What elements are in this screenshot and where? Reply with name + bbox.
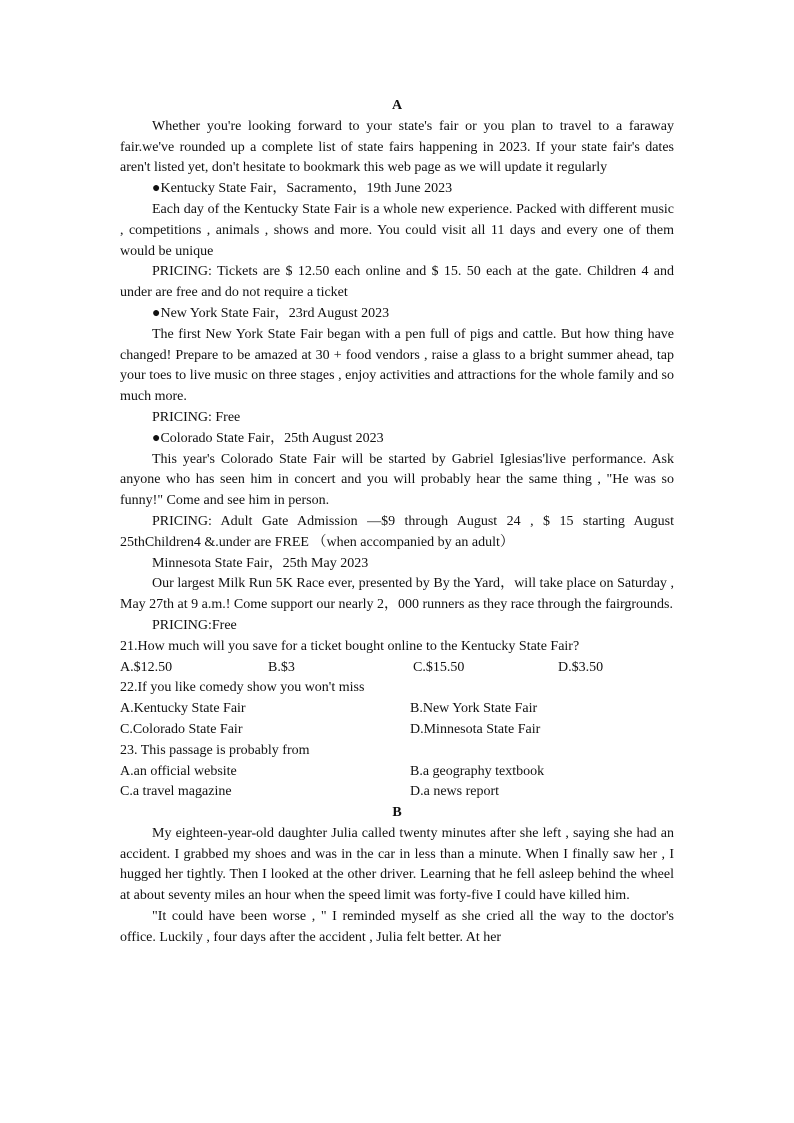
question-21-options	[120, 658, 674, 679]
question-21-option-a: A.$12.50	[120, 659, 173, 675]
question-23-stem: 23. This passage is probably from	[120, 742, 310, 758]
fair-pricing-new-york: PRICING: Free	[152, 409, 241, 425]
document-page	[120, 96, 674, 949]
question-21-stem: 21.How much will you save for a ticket bought online to the Kentucky State Fair?	[120, 638, 580, 654]
question-23-option-a: A.an official website	[120, 763, 237, 779]
intro-paragraph: Whether you're looking forward to your state's fair or you plan to travel to a faraway fair.we've rounded up a complete list of state fairs happening in 2023. If your state fair's dates aren't listed yet, don't hesitate to bookmark this web page as we will update it regularly	[120, 118, 674, 176]
story-paragraph-2: "It could have been worse , " I reminded myself as she cried all the way to the doctor's office. Luckily , four days after the accident , Julia felt better. At her	[120, 909, 674, 945]
question-22-option-b: B.New York State Fair	[410, 701, 538, 717]
fair-pricing-colorado: PRICING: Adult Gate Admission —$9 through August 24 , $ 15 starting August 25thChildren4 &.under are FREE （when accompanied by an adult）	[120, 513, 674, 550]
question-23-option-c: C.a travel magazine	[120, 784, 232, 800]
fair-description-kentucky: Each day of the Kentucky State Fair is a whole new experience. Packed with different music , competitions , animals , shows and more. You could visit all 11 days and every one of them would be unique	[120, 201, 674, 259]
fair-pricing-minnesota: PRICING:Free	[152, 617, 237, 633]
question-22-options	[120, 699, 674, 741]
question-22-option-c: C.Colorado State Fair	[120, 721, 243, 737]
question-23-option-d: D.a news report	[410, 784, 500, 800]
question-23-option-b: B.a geography textbook	[410, 763, 545, 779]
question-21-option-b: B.$3	[268, 659, 295, 675]
section-b-title: B	[392, 805, 402, 821]
question-21-option-d: D.$3.50	[558, 659, 604, 675]
story-paragraph-1: My eighteen-year-old daughter Julia called twenty minutes after she left , saying she had an accident. I grabbed my shoes and was in the car in less than a minute. When I finally saw her , I hugged her tightly. Then I looked at the other driver. Learning that he fell asleep behind the wheel at about seventy miles an hour when the speed limit was forty-five I could have killed him.	[120, 825, 674, 904]
question-22-option-d: D.Minnesota State Fair	[410, 721, 541, 737]
fair-heading-new-york: ●New York State Fair，23rd August 2023	[152, 305, 390, 321]
question-23-options	[120, 762, 674, 804]
fair-description-new-york: The first New York State Fair began with a pen full of pigs and cattle. But how thing have changed! Prepare to be amazed at 30 + food vendors , raise a glass to a bright summer ahead, tap your toes to live music on three stages , enjoy activities and attractions for the whole family and so much more.	[120, 326, 674, 405]
fair-pricing-kentucky: PRICING: Tickets are $ 12.50 each online and $ 15. 50 each at the gate. Children 4 and under are free and do not require a ticket	[120, 264, 674, 301]
section-a-title: A	[391, 98, 403, 113]
question-22-option-a: A.Kentucky State Fair	[120, 701, 246, 717]
fair-heading-colorado: ●Colorado State Fair，25th August 2023	[152, 430, 384, 446]
fair-heading-minnesota: Minnesota State Fair，25th May 2023	[152, 555, 369, 571]
fair-description-minnesota: Our largest Milk Run 5K Race ever, presented by By the Yard，will take place on Saturday , May 27th at 9 a.m.! Come support our nearly 2，000 runners as they race through the fairgrounds.	[120, 576, 674, 613]
question-21-option-c: C.$15.50	[413, 659, 465, 675]
fair-heading-kentucky: ●Kentucky State Fair，Sacramento，19th June 2023	[152, 181, 453, 197]
question-22-stem: 22.If you like comedy show you won't miss	[120, 680, 365, 696]
fair-description-colorado: This year's Colorado State Fair will be started by Gabriel Iglesias'live performance. Ask anyone who has seen him in concert and you will probably hear the same thing , "He was so funny!" Come and see him in person.	[120, 451, 674, 509]
